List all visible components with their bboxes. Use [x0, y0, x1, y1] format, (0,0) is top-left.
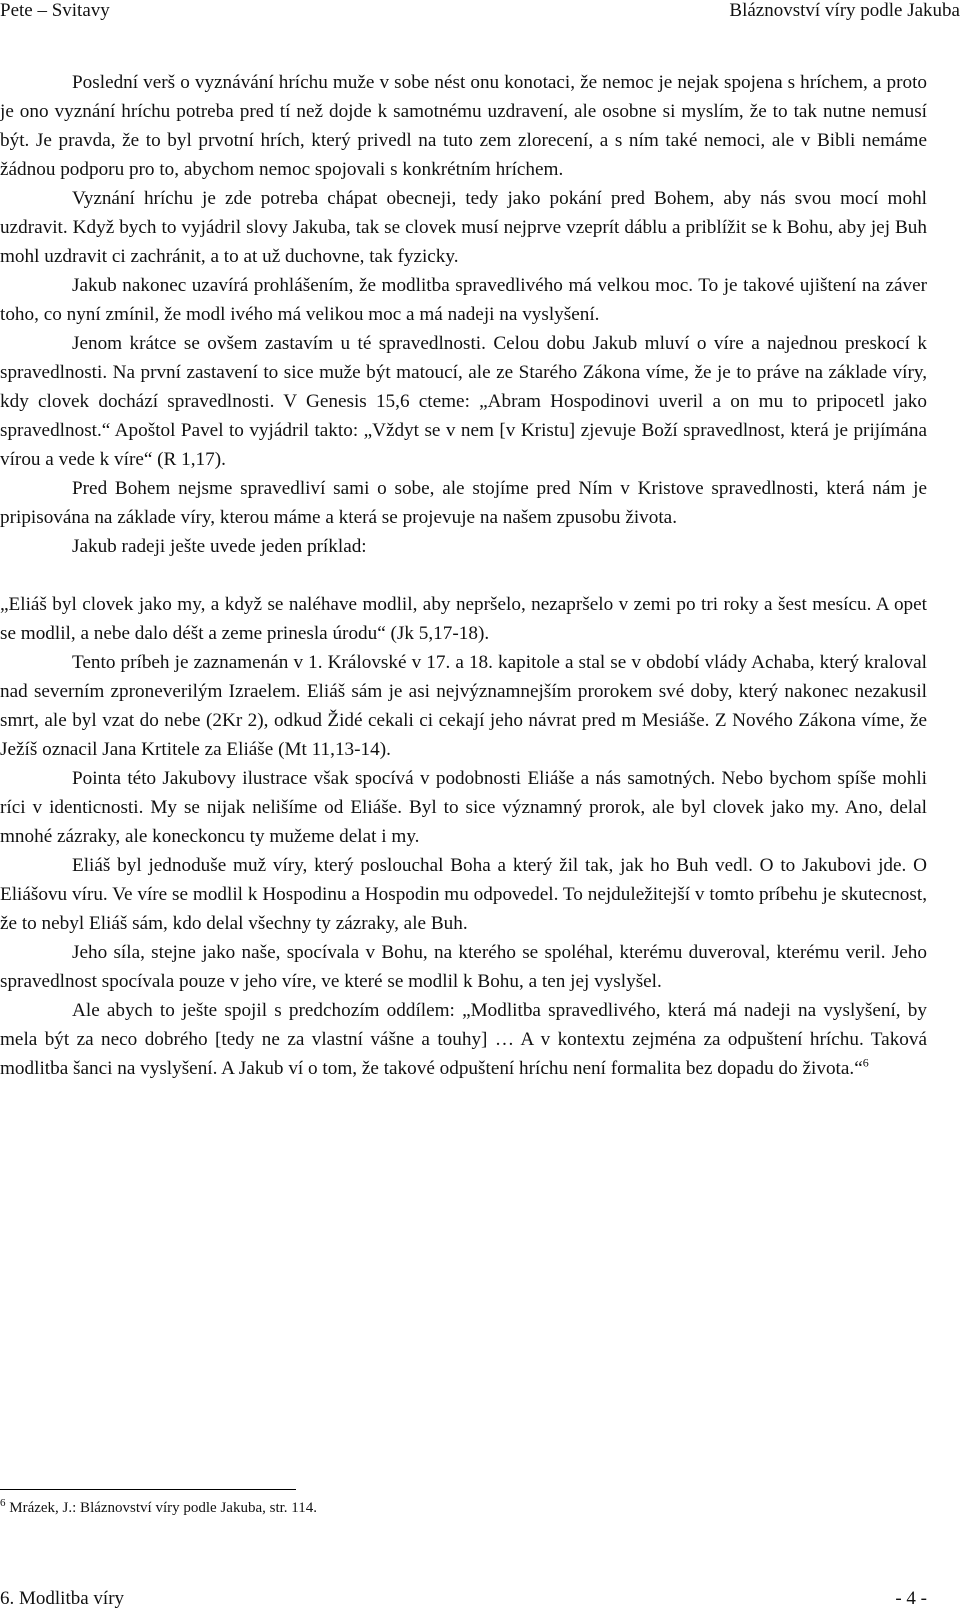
footnote-separator — [0, 1489, 296, 1490]
paragraph: Jeho síla, stejne jako naše, spocívala v Bohu, na kterého se spoléhal, kterému duveroval, kterému veril. Jeho spravedlnost spocívala pouze v jeho víre, ve které se modlil k Bohu, a ten jej vyslyšel. — [0, 942, 927, 992]
paragraph: Vyznání hríchu je zde potreba chápat obecneji, tedy jako pokání pred Bohem, aby nás svou mocí mohl uzdravit. Když bych to vyjádril slovy Jakuba, tak se clovek musí nejprve vzeprít dáblu a priblížit se k Bohu, aby jej Buh mohl uzdravit ci zachránit, a to at už duchovne, tak fyzicky. — [0, 188, 927, 267]
header-title: Bláznovství víry podle Jakuba — [729, 0, 960, 21]
paragraph-with-footnote — [0, 996, 927, 1083]
footer-chapter: 6. Modlitba víry — [0, 1588, 125, 1609]
footnote-marker: 6 — [0, 1497, 6, 1509]
paragraph: Poslední verš o vyznávání hríchu muže v sobe nést onu konotaci, že nemoc je nejak spojena s hríchem, a proto je ono vyznání hríchu potreba pred tí než dojde k samotnému uzdravení, ale osobne si myslím, že to tak nutne nemusí být. Je pravda, že to byl prvotní hrích, který privedl na tuto zem zlorecení, a s ním také nemoci, ale v Bibli nemáme žádnou podporu pro to, abychom nemoc spojovali s konkrétním hríchem. — [0, 72, 927, 180]
page-footer — [0, 1588, 927, 1618]
paragraph: Tento príbeh je zaznamenán v 1. Královské v 17. a 18. kapitole a stal se v období vlády Achaba, který kraloval nad severním zproneverilým Izraelem. Eliáš sám je asi nejvýznamnejším prorokem své doby, který nakonec nezakusil smrt, ale byl vzat do nebe (2Kr 2), odkud Židé cekali ci cekají jeho návrat pred m Mesiáše. Z Nového Zákona víme, že Ježíš oznacil Jana Krtitele za Eliáše (Mt 11,13-14). — [0, 652, 927, 760]
page-body — [0, 68, 927, 1083]
page-header — [0, 0, 960, 30]
paragraph: Pointa této Jakubovy ilustrace však spocívá v podobnosti Eliáše a nás samotných. Nebo bychom spíše mohli ríci v identicnosti. My se nijak nelišíme od Eliáše. Byl to sice významný prorok, ale byl clovek jako my. Ano, delal mnohé zázraky, ale koneckoncu ty mužeme delat i my. — [0, 768, 927, 847]
paragraph-text: Ale abych to ješte spojil s predchozím oddílem: „Modlitba spravedlivého, která má nadeji na vyslyšení, by mela být za neco dobrého [tedy ne za vlastní vášne a touhy] … A v kontextu zejména za odpuštení hríchu. Taková modlitba šanci na vyslyšení. A Jakub ví o tom, že takové odpuštení hríchu není formalita bez dopadu do života.“ — [0, 1000, 927, 1079]
paragraph: Jenom krátce se ovšem zastavím u té spravedlnosti. Celou dobu Jakub mluví o víre a najednou preskocí k spravedlnosti. Na první zastavení to sice muže být matoucí, ale ze Starého Zákona víme, že je to práve na základe víry, kdy clovek dochází spravedlnosti. V Genesis 15,6 cteme: „Abram Hospodinovi uveril a on mu to pripocetl jako spravedlnost.“ Apoštol Pavel to vyjádril takto: „Vždyt se v nem [v Kristu] zjevuje Boží spravedlnost, která je prijímána vírou a vede k víre“ (R 1,17). — [0, 333, 927, 470]
paragraph: Jakub radeji ješte uvede jeden príklad: — [72, 536, 367, 557]
footnote — [0, 1497, 317, 1517]
footnote-reference[interactable]: 6 — [862, 1055, 869, 1070]
paragraph: Eliáš byl jednoduše muž víry, který poslouchal Boha a který žil tak, jak ho Buh vedl. O to Jakubovi jde. O Eliášovu víru. Ve víre se modlil k Hospodinu a Hospodin mu odpovedel. To nejduležitejší v tomto príbehu je skutecnost, že to nebyl Eliáš sám, kdo delal všechny ty zázraky, ale Buh. — [0, 855, 927, 934]
paragraph: Jakub nakonec uzavírá prohlášením, že modlitba spravedlivého má velkou moc. To je takové ujištení na záver toho, co nyní zmínil, že modl ivého má velikou moc a má nadeji na vyslyšení. — [0, 275, 927, 325]
header-author: Pete – Svitavy — [0, 0, 110, 21]
page-number: - 4 - — [895, 1588, 927, 1609]
footnote-text: Mrázek, J.: Bláznovství víry podle Jakuba, str. 114. — [9, 1500, 317, 1516]
paragraph: Pred Bohem nejsme spravedliví sami o sobe, ale stojíme pred Ním v Kristove spravedlnosti, která nám je pripisována na základe víry, kterou máme a která se projevuje na našem zpusobu života. — [0, 478, 927, 528]
quote-paragraph: „Eliáš byl clovek jako my, a když se naléhave modlil, aby nepršelo, nezapršelo v zemi po tri roky a šest mesícu. A opet se modlil, a nebe dalo déšt a zeme prinesla úrodu“ (Jk 5,17-18). — [0, 594, 927, 644]
